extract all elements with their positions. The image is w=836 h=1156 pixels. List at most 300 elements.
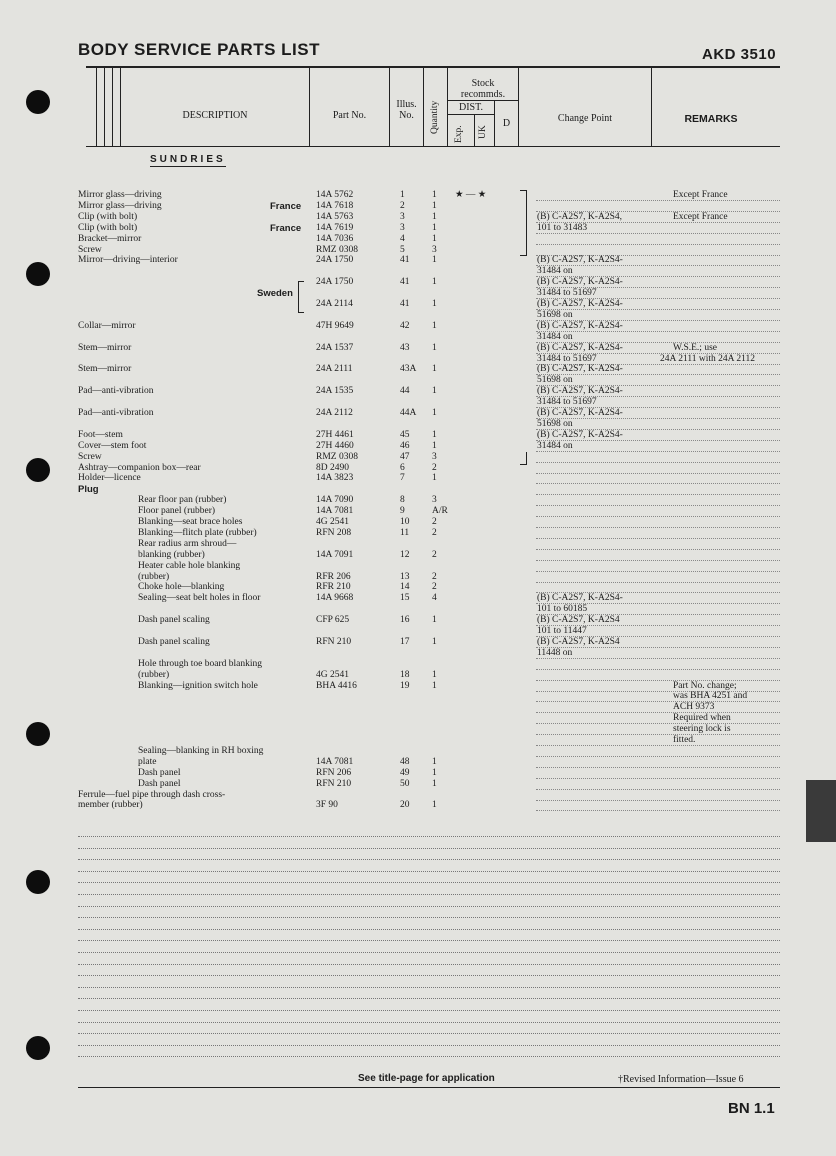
row-part-no: 14A 9668	[316, 593, 354, 604]
row-illus-no: 8	[400, 495, 405, 506]
header-divider	[447, 114, 494, 115]
row-quantity: 1	[432, 429, 437, 440]
row-quantity: 1	[432, 680, 437, 691]
row-quantity: 2	[432, 517, 437, 527]
row-description: Blanking—flitch plate (rubber)	[138, 527, 257, 538]
table-row	[0, 223, 836, 234]
table-row	[0, 190, 836, 201]
section-title: SUNDRIES	[150, 154, 226, 165]
row-part-no: CFP 625	[316, 615, 350, 626]
row-illus-no: 12	[400, 549, 410, 560]
row-quantity: 1	[432, 233, 437, 244]
row-part-no: RMZ 0308	[316, 451, 358, 462]
row-description: blanking (rubber)	[138, 549, 205, 560]
row-quantity: 1	[432, 200, 437, 211]
table-row	[0, 375, 836, 386]
table-row	[0, 288, 836, 299]
row-part-no: 14A 5762	[316, 190, 354, 200]
row-remarks: steering lock is	[673, 724, 731, 735]
header-divider	[120, 68, 121, 146]
group-bracket	[520, 190, 527, 256]
ruled-line	[78, 952, 780, 953]
table-row	[0, 343, 836, 354]
row-change-point: 31484 to 51697	[537, 288, 597, 299]
row-change-point: 101 to 31483	[537, 222, 588, 233]
row-change-point: (B) C-A2S7, K-A2S4-	[537, 593, 623, 604]
row-description: Mirror glass—driving	[78, 200, 162, 211]
table-row	[0, 800, 836, 811]
row-illus-no: 1	[400, 190, 405, 200]
row-part-no: BHA 4416	[316, 680, 357, 691]
ruled-line	[78, 882, 780, 883]
row-part-no: 4G 2541	[316, 669, 349, 680]
row-qualifier: France	[270, 200, 302, 212]
table-row	[0, 245, 836, 256]
row-change-point: 101 to 11447	[537, 626, 587, 636]
row-change-point: 31484 on	[537, 440, 573, 451]
row-part-no: 27H 4460	[316, 440, 354, 451]
ruled-line	[78, 859, 780, 860]
header-divider	[112, 68, 113, 146]
row-quantity: 2	[432, 462, 437, 473]
row-quantity: 1	[432, 408, 437, 418]
row-quantity: 2	[432, 571, 437, 582]
row-description: Dash panel scaling	[138, 615, 210, 626]
row-description: Pad—anti-vibration	[78, 408, 154, 418]
row-quantity: 1	[432, 386, 437, 397]
row-change-point: 31484 to 51697	[537, 397, 597, 408]
row-description: Rear floor pan (rubber)	[138, 495, 227, 506]
row-quantity: 1	[432, 299, 437, 309]
header-divider	[518, 68, 519, 146]
col-illus-line1: Illus.	[396, 99, 417, 110]
table-row	[0, 593, 836, 604]
page-title: BODY SERVICE PARTS LIST	[78, 40, 320, 59]
row-change-point: 101 to 60185	[537, 604, 588, 615]
row-illus-no: 16	[400, 615, 410, 626]
table-row	[0, 452, 836, 463]
row-illus-no: 15	[400, 593, 410, 604]
row-part-no: 14A 3823	[316, 473, 354, 484]
table-row	[0, 681, 836, 692]
row-description: Blanking—ignition switch hole	[138, 680, 258, 691]
row-quantity: 1	[432, 222, 437, 233]
table-row	[0, 473, 836, 484]
table-row	[0, 277, 836, 288]
row-qualifier: France	[270, 222, 302, 234]
footer-revision: †Revised Information—Issue 6	[618, 1074, 744, 1085]
row-description: Mirror—driving—interior	[78, 255, 178, 266]
row-description: Plug	[78, 484, 99, 496]
table-row	[0, 310, 836, 321]
col-uk: UK	[478, 125, 488, 139]
row-remarks: W.S.E.; use	[673, 342, 717, 353]
row-description: Pad—anti-vibration	[78, 386, 154, 397]
row-change-point: (B) C-A2S7, K-A2S4-	[537, 429, 623, 440]
row-part-no: 27H 4461	[316, 429, 354, 440]
ruled-line	[78, 998, 780, 999]
header-divider	[96, 68, 97, 146]
header-divider	[309, 68, 310, 146]
row-quantity: 4	[432, 593, 437, 604]
row-illus-no: 2	[400, 200, 405, 211]
row-description: Dash panel	[138, 778, 181, 789]
table-row	[0, 408, 836, 419]
table-row	[0, 528, 836, 539]
row-description: Bracket—mirror	[78, 233, 142, 244]
row-illus-no: 44A	[400, 408, 417, 418]
table-row	[0, 299, 836, 310]
row-part-no: 14A 7619	[316, 222, 354, 233]
ruled-line	[78, 987, 780, 988]
row-description: member (rubber)	[78, 800, 143, 811]
row-description: (rubber)	[138, 669, 170, 680]
header-divider	[104, 68, 105, 146]
leader-line	[536, 810, 780, 811]
row-change-point: (B) C-A2S7, K-A2S4-	[537, 386, 623, 397]
row-part-no: 3F 90	[316, 800, 338, 811]
table-row	[0, 637, 836, 648]
row-quantity: 2	[432, 527, 437, 538]
row-part-no: 24A 2111	[316, 364, 353, 375]
row-part-no: 24A 2112	[316, 408, 353, 418]
row-illus-no: 13	[400, 571, 410, 582]
row-description: Screw	[78, 244, 102, 255]
row-part-no: RFN 206	[316, 767, 352, 778]
table-row	[0, 713, 836, 724]
binder-hole	[26, 870, 50, 894]
row-remarks: Except France	[673, 190, 728, 200]
row-illus-no: 44	[400, 386, 410, 397]
table-row	[0, 506, 836, 517]
table-row	[0, 746, 836, 757]
row-quantity: 1	[432, 615, 437, 626]
row-description: Clip (with bolt)	[78, 211, 138, 222]
row-part-no: 14A 5763	[316, 211, 354, 222]
row-quantity: 1	[432, 473, 437, 484]
ruled-line	[78, 1022, 780, 1023]
table-row	[0, 539, 836, 550]
row-quantity: 3	[432, 495, 437, 506]
row-quantity: 1	[432, 277, 437, 288]
row-illus-no: 5	[400, 244, 405, 255]
row-illus-no: 10	[400, 517, 410, 527]
table-row	[0, 441, 836, 452]
table-row	[0, 790, 836, 801]
row-remarks: Part No. change;	[673, 680, 737, 691]
row-illus-no: 11	[400, 527, 410, 538]
ruled-line	[78, 836, 780, 837]
col-remarks: REMARKS	[684, 113, 738, 125]
table-row	[0, 691, 836, 702]
ruled-line	[78, 871, 780, 872]
row-stock: ★ — ★	[455, 190, 487, 200]
table-row	[0, 604, 836, 615]
row-quantity: 1	[432, 778, 437, 789]
row-change-point: (B) C-A2S7, K-A2S4-	[537, 255, 623, 266]
table-row	[0, 354, 836, 365]
row-part-no: RFN 210	[316, 636, 352, 647]
row-part-no: 24A 1535	[316, 386, 354, 397]
row-description: Rear radius arm shroud—	[138, 538, 237, 549]
table-row	[0, 234, 836, 245]
ruled-line	[78, 1045, 780, 1046]
ruled-line	[78, 1033, 780, 1034]
row-change-point: (B) C-A2S7, K-A2S4-	[537, 342, 623, 353]
row-illus-no: 19	[400, 680, 410, 691]
group-bracket	[520, 452, 527, 465]
table-row	[0, 332, 836, 343]
row-remarks: Except France	[673, 211, 728, 222]
row-quantity: 3	[432, 244, 437, 255]
row-change-point: (B) C-A2S7, K-A2S4-	[537, 277, 623, 288]
row-illus-no: 7	[400, 473, 405, 484]
col-dist: DIST.	[459, 102, 483, 113]
row-part-no: RFN 210	[316, 778, 352, 789]
row-description: Cover—stem foot	[78, 440, 147, 451]
header-divider	[474, 114, 475, 146]
row-remarks: Required when	[673, 713, 731, 724]
row-part-no: 14A 7081	[316, 506, 354, 517]
header-bottom-rule	[86, 146, 780, 147]
row-quantity: 1	[432, 320, 437, 331]
row-description: Ferrule—fuel pipe through dash cross-	[78, 789, 226, 800]
row-illus-no: 43A	[400, 364, 417, 375]
row-quantity: 1	[432, 190, 437, 200]
row-description: Ashtray—companion box—rear	[78, 462, 201, 473]
row-description: Hole through toe board blanking	[138, 658, 263, 669]
binder-hole	[26, 90, 50, 114]
ruled-line	[78, 894, 780, 895]
table-row	[0, 201, 836, 212]
row-quantity: 2	[432, 582, 437, 593]
row-illus-no: 9	[400, 506, 405, 517]
row-part-no: 24A 1537	[316, 342, 354, 353]
ruled-line	[78, 975, 780, 976]
table-row	[0, 615, 836, 626]
table-row	[0, 779, 836, 790]
table-row	[0, 255, 836, 266]
row-change-point: 51698 on	[537, 375, 573, 386]
sweden-bracket	[298, 281, 304, 313]
row-change-point: 31484 to 51697	[537, 353, 597, 364]
table-row	[0, 724, 836, 735]
col-description: DESCRIPTION	[182, 110, 248, 121]
footer-rule	[78, 1087, 780, 1088]
page-number: BN 1.1	[728, 1100, 775, 1117]
ruled-line	[78, 929, 780, 930]
row-illus-no: 49	[400, 767, 410, 778]
row-illus-no: 42	[400, 320, 410, 331]
ruled-line	[78, 964, 780, 965]
row-quantity: 1	[432, 364, 437, 375]
row-illus-no: 6	[400, 462, 405, 473]
table-row	[0, 212, 836, 223]
row-change-point: 31484 on	[537, 266, 573, 277]
col-stock-line2: recommds.	[460, 89, 506, 100]
header-divider	[423, 68, 424, 146]
row-quantity: 1	[432, 756, 437, 767]
row-change-point: (B) C-A2S7, K-A2S4	[537, 636, 620, 647]
row-part-no: RFN 208	[316, 527, 352, 538]
ruled-line	[78, 940, 780, 941]
document-code: AKD 3510	[702, 46, 777, 63]
ruled-line	[78, 917, 780, 918]
row-remarks: ACH 9373	[673, 702, 715, 713]
row-quantity: 1	[432, 636, 437, 647]
table-row	[0, 517, 836, 528]
table-row	[0, 648, 836, 659]
table-row	[0, 626, 836, 637]
ruled-line	[78, 1056, 780, 1057]
col-quantity: Quantity	[430, 100, 440, 134]
row-description: Choke hole—blanking	[138, 582, 225, 593]
row-part-no: 14A 7036	[316, 233, 354, 244]
binder-hole	[26, 1036, 50, 1060]
row-quantity: A/R	[432, 506, 448, 517]
row-quantity: 1	[432, 255, 437, 266]
row-description: Foot—stem	[78, 429, 123, 440]
row-quantity: 1	[432, 767, 437, 778]
row-illus-no: 41	[400, 277, 410, 288]
table-row	[0, 495, 836, 506]
row-part-no: RMZ 0308	[316, 244, 358, 255]
row-illus-no: 18	[400, 669, 410, 680]
row-illus-no: 50	[400, 778, 410, 789]
row-description: Stem—mirror	[78, 342, 132, 353]
table-row	[0, 266, 836, 277]
row-description: Dash panel scaling	[138, 636, 210, 647]
row-description: Stem—mirror	[78, 364, 132, 375]
row-remarks: fitted.	[673, 735, 696, 745]
row-illus-no: 43	[400, 342, 410, 353]
row-description: Heater cable hole blanking	[138, 560, 241, 571]
row-description: Holder—licence	[78, 473, 141, 484]
table-row	[0, 572, 836, 583]
ruled-line	[78, 848, 780, 849]
row-description: Screw	[78, 451, 102, 462]
table-row	[0, 484, 836, 495]
row-illus-no: 17	[400, 636, 410, 647]
row-illus-no: 48	[400, 756, 410, 767]
row-part-no: 14A 7090	[316, 495, 354, 506]
row-change-point: 11448 on	[537, 647, 573, 658]
row-quantity: 1	[432, 342, 437, 353]
row-change-point: 31484 on	[537, 331, 573, 342]
header-divider	[447, 100, 518, 101]
row-illus-no: 47	[400, 451, 410, 462]
row-part-no: RFR 210	[316, 582, 351, 593]
row-illus-no: 46	[400, 440, 410, 451]
row-description: Floor panel (rubber)	[138, 506, 216, 517]
col-illus-line2: No.	[399, 110, 414, 121]
row-illus-no: 14	[400, 582, 410, 593]
col-exp: Exp.	[454, 125, 464, 143]
table-row	[0, 386, 836, 397]
row-illus-no: 45	[400, 429, 410, 440]
table-row	[0, 670, 836, 681]
row-description: (rubber)	[138, 571, 170, 582]
row-description: Sealing—seat belt holes in floor	[138, 593, 261, 604]
row-change-point: (B) C-A2S7, K-A2S4,	[537, 211, 622, 222]
row-remarks: 24A 2111 with 24A 2112	[660, 353, 756, 364]
row-quantity: 1	[432, 800, 437, 811]
row-illus-no: 41	[400, 255, 410, 266]
table-row	[0, 463, 836, 474]
row-description: Collar—mirror	[78, 320, 136, 331]
row-quantity: 1	[432, 211, 437, 222]
row-part-no: 47H 9649	[316, 320, 354, 331]
table-row	[0, 582, 836, 593]
row-quantity: 1	[432, 669, 437, 680]
row-illus-no: 41	[400, 299, 410, 309]
row-part-no: 14A 7091	[316, 549, 354, 560]
row-description: Sealing—blanking in RH boxing	[138, 745, 264, 756]
row-description: Dash panel	[138, 767, 181, 778]
table-row	[0, 550, 836, 561]
row-change-point: 51698 on	[537, 309, 573, 320]
table-row	[0, 430, 836, 441]
row-part-no: 8D 2490	[316, 462, 349, 473]
row-qualifier: Sweden	[257, 288, 293, 300]
row-remarks: was BHA 4251 and	[673, 691, 748, 702]
col-d: D	[502, 118, 511, 129]
row-part-no: 24A 1750	[316, 255, 354, 266]
row-illus-no: 3	[400, 211, 405, 222]
footer-note: See title-page for application	[358, 1073, 495, 1084]
row-illus-no: 20	[400, 800, 410, 811]
row-quantity: 2	[432, 549, 437, 560]
table-row	[0, 659, 836, 670]
col-stock-line1: Stock	[471, 78, 495, 89]
row-change-point: (B) C-A2S7, K-A2S4	[537, 615, 620, 626]
row-quantity: 3	[432, 451, 437, 462]
row-part-no: 14A 7081	[316, 756, 354, 767]
header-top-rule	[86, 66, 780, 68]
table-row	[0, 561, 836, 572]
row-description: Clip (with bolt)	[78, 222, 138, 233]
row-part-no: RFR 206	[316, 571, 351, 582]
table-row	[0, 364, 836, 375]
row-part-no: 24A 2114	[316, 299, 353, 309]
row-part-no: 14A 7618	[316, 200, 354, 211]
row-part-no: 4G 2541	[316, 517, 349, 527]
table-row	[0, 757, 836, 768]
col-change-point: Change Point	[557, 113, 613, 124]
row-change-point: 51698 on	[537, 418, 573, 429]
row-description: Blanking—seat brace holes	[138, 517, 243, 527]
table-row	[0, 735, 836, 746]
row-description: Mirror glass—driving	[78, 190, 162, 200]
row-change-point: (B) C-A2S7, K-A2S4-	[537, 299, 623, 309]
table-row	[0, 321, 836, 332]
col-part-no: Part No.	[332, 110, 367, 121]
table-row	[0, 702, 836, 713]
table-row	[0, 397, 836, 408]
row-quantity: 1	[432, 440, 437, 451]
row-description: plate	[138, 756, 157, 767]
row-change-point: (B) C-A2S7, K-A2S4-	[537, 320, 623, 331]
table-row	[0, 768, 836, 779]
row-change-point: (B) C-A2S7, K-A2S4-	[537, 408, 623, 418]
row-illus-no: 3	[400, 222, 405, 233]
ruled-line	[78, 1010, 780, 1011]
table-row	[0, 419, 836, 430]
row-part-no: 24A 1750	[316, 277, 354, 288]
ruled-line	[78, 906, 780, 907]
row-change-point: (B) C-A2S7, K-A2S4-	[537, 364, 623, 375]
row-illus-no: 4	[400, 233, 405, 244]
